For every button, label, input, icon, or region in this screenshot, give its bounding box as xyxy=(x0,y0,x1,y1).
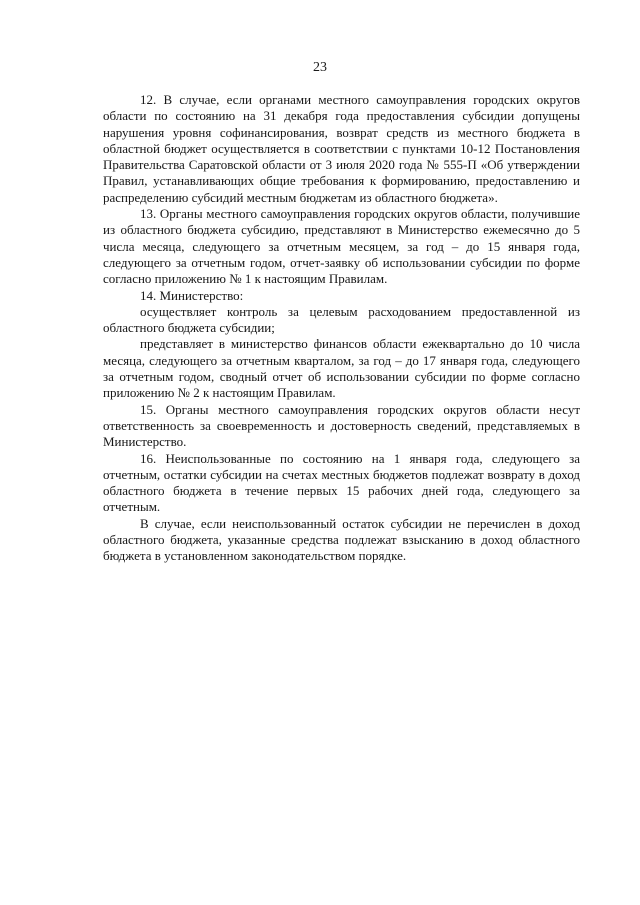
paragraph-12: 12. В случае, если органами местного самоуправления городских округов области по состоянию на 31 декабря года предоставления субсидии допущены нарушения уровня софинансирования, возврат средств из местного бюджета в областной бюджет осуществляется в соответствии с пунктами 10-12 Постановления Правительства Саратовской области от 3 июля 2020 года № 555-П «Об утверждении Правил, устанавливающих общие требования к формированию, предоставлению и распределению субсидий местным бюджетам из областного бюджета». xyxy=(103,92,580,205)
paragraph-16-unused-balance: В случае, если неиспользованный остаток субсидии не перечислен в доход областного бюджета, указанные средства подлежат взысканию в доход областного бюджета в установленном законодательством порядке. xyxy=(103,515,580,564)
paragraph-14: 14. Министерство: xyxy=(140,287,244,303)
document-body xyxy=(103,92,580,565)
paragraph-14-control: осуществляет контроль за целевым расходованием предоставленной из областного бюджета субсидии; xyxy=(103,303,580,336)
page-number: 23 xyxy=(313,60,327,75)
paragraph-15: 15. Органы местного самоуправления городских округов области несут ответственность за своевременность и достоверность сведений, представляемых в Министерство. xyxy=(103,401,580,450)
paragraph-16: 16. Неиспользованные по состоянию на 1 января года, следующего за отчетным, остатки субсидии на счетах местных бюджетов подлежат возврату в доход областного бюджета в течение первых 15 рабочих дней года, следующего за отчетным. xyxy=(103,450,580,515)
paragraph-14-report: представляет в министерство финансов области ежеквартально до 10 числа месяца, следующего за отчетным кварталом, за год – до 17 января года, следующего за отчетным годом, сводный отчет об использовании субсидии по форме согласно приложению № 2 к настоящим Правилам. xyxy=(103,336,580,401)
paragraph-13: 13. Органы местного самоуправления городских округов области, получившие из областного бюджета субсидию, представляют в Министерство ежемесячно до 5 числа месяца, следующего за отчетным месяцем, за год – до 15 января года, следующего за отчетным годом, отчет-заявку об использовании субсидии по форме согласно приложению № 1 к настоящим Правилам. xyxy=(103,206,580,287)
